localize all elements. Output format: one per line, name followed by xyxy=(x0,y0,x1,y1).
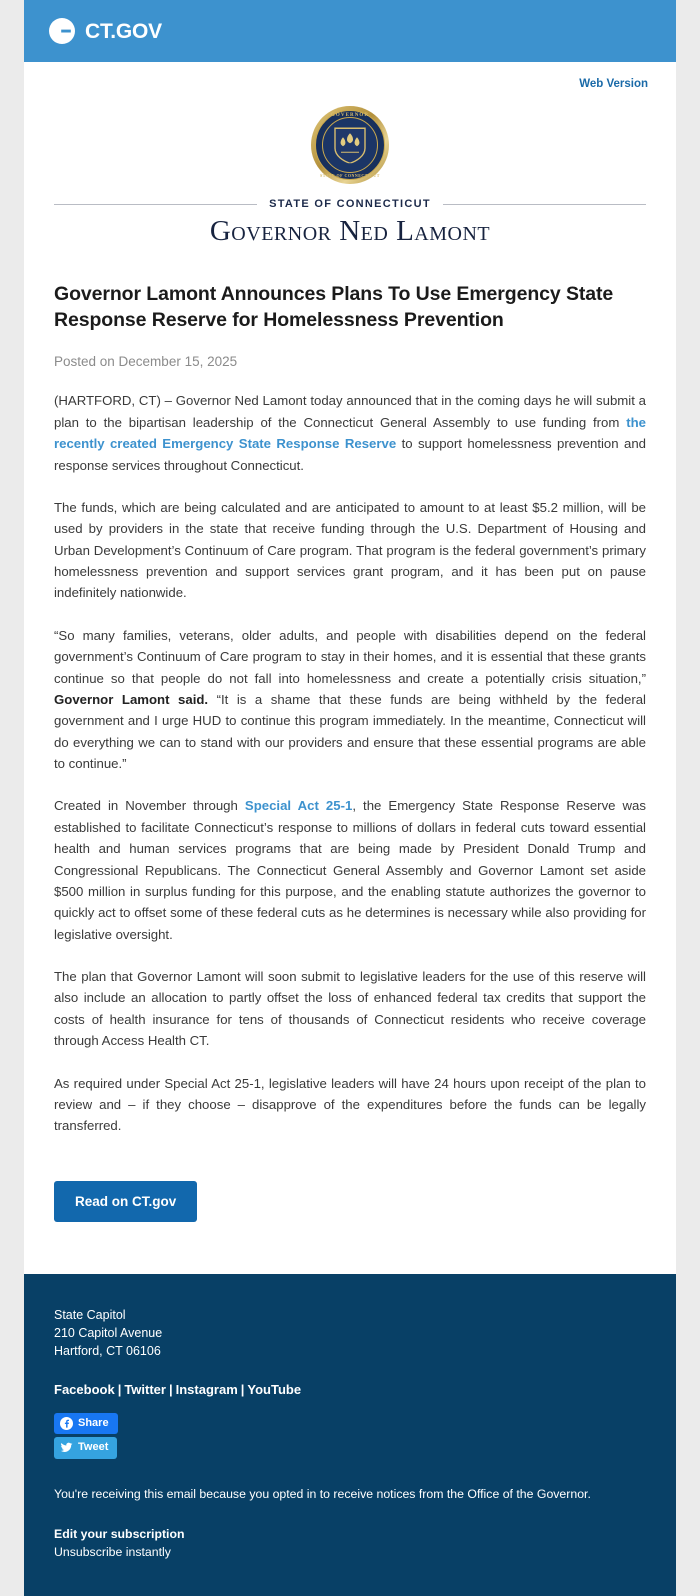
address-line-2: 210 Capitol Avenue xyxy=(54,1325,163,1340)
twitter-bird-icon xyxy=(60,1441,73,1454)
p1-text-b: to support homelessness prevention and response services throughout Connecticut. xyxy=(54,436,646,473)
social-separator-2: | xyxy=(168,1382,173,1398)
state-divider-line xyxy=(54,198,646,210)
twitter-link[interactable]: Twitter xyxy=(124,1382,166,1398)
youtube-link[interactable]: YouTube xyxy=(247,1382,302,1398)
email-body-panel xyxy=(24,62,676,1274)
state-label: STATE OF CONNECTICUT xyxy=(269,198,431,210)
divider-left xyxy=(54,204,257,205)
p1-text-a: (HARTFORD, CT) – Governor Ned Lamont today announced that in the coming days he will submit a plan to the bipartisan leadership of the Connecticut General Assembly to use funding from xyxy=(54,393,646,430)
facebook-share-label: Share xyxy=(78,1417,109,1430)
connecticut-state-seal-icon xyxy=(311,106,389,184)
address-line-1: State Capitol xyxy=(54,1307,126,1322)
email-container xyxy=(24,0,676,1596)
twitter-tweet-button[interactable] xyxy=(54,1437,117,1458)
article xyxy=(24,248,676,1137)
edit-subscription-link[interactable]: Edit your subscription xyxy=(54,1526,185,1541)
social-separator-3: | xyxy=(240,1382,245,1398)
seal-top-word: GOVERNOR xyxy=(330,113,370,118)
facebook-share-button[interactable] xyxy=(54,1413,118,1434)
footer-subscription-links xyxy=(54,1526,646,1562)
paragraph-3 xyxy=(54,625,646,775)
masthead xyxy=(24,96,676,248)
ct-circle-logo-icon xyxy=(48,17,76,45)
email-header xyxy=(24,0,676,62)
ctgov-brand-link[interactable] xyxy=(48,17,162,45)
footer-opt-in-note: You're receiving this email because you opted in to receive notices from the Office of the Governor. xyxy=(54,1487,591,1502)
p3-text-b: “It is a shame that these funds are being withheld by the federal government and I urge HUD to continue this program immediately. In the meantime, Connecticut will do everything we can to stand with our providers and ensure that these essential programs are able to continue.” xyxy=(54,691,646,772)
article-date: Posted on December 15, 2025 xyxy=(54,354,238,370)
governor-attribution: Governor Lamont said. xyxy=(54,691,209,707)
paragraph-5: The plan that Governor Lamont will soon submit to legislative leaders for the use of this reserve will also include an allocation to partly offset the loss of enhanced federal tax credits that support the costs of health insurance for tens of thousands of Connecticut residents who receive coverage through Access Health CT. xyxy=(54,969,646,1049)
address-line-3: Hartford, CT 06106 xyxy=(54,1343,161,1358)
p4-text-a: Created in November through xyxy=(54,798,245,814)
facebook-icon xyxy=(60,1417,73,1430)
facebook-link[interactable]: Facebook xyxy=(54,1382,115,1398)
paragraph-6: As required under Special Act 25-1, legislative leaders will have 24 hours upon receipt of the plan to review and – if they choose – disapprove of the expenditures before the funds can be legally transferred. xyxy=(54,1075,646,1134)
p3-text-a: “So many families, veterans, older adults, and people with disabilities depend on the federal government’s Continuum of Care program to stay in their homes, and it is essential that these grants continue so that people do not fall into homelessness and create a potentially crisis situation,” xyxy=(54,627,646,686)
instagram-link[interactable]: Instagram xyxy=(175,1382,238,1398)
emergency-reserve-link[interactable]: the recently created Emergency State Response Reserve xyxy=(54,414,646,452)
brand-title: CT.GOV xyxy=(85,19,162,43)
paragraph-2: The funds, which are being calculated and are anticipated to amount to at least $5.2 million, will be used by providers in the state that receive funding through the U.S. Department of Housing and Urban Development’s Continuum of Care program. That program is the federal government’s primary homelessness prevention and support services grant program, and it has been put on pause indefinitely nationwide. xyxy=(54,499,646,601)
article-body xyxy=(54,390,646,1136)
email-footer xyxy=(24,1274,676,1596)
divider-right xyxy=(443,204,646,205)
governor-name: Governor Ned Lamont xyxy=(209,215,491,247)
paragraph-1 xyxy=(54,390,646,476)
cta-row xyxy=(24,1137,676,1274)
web-version-link[interactable]: Web Version xyxy=(579,78,648,90)
footer-address xyxy=(54,1306,646,1360)
article-title: Governor Lamont Announces Plans To Use Emergency State Response Reserve for Homelessness Prevention xyxy=(54,283,614,331)
unsubscribe-link[interactable]: Unsubscribe instantly xyxy=(54,1544,171,1559)
twitter-tweet-label: Tweet xyxy=(78,1441,109,1454)
footer-social-links xyxy=(54,1382,646,1397)
p4-text-b: , the Emergency State Response Reserve was established to facilitate Connecticut’s response to millions of dollars in federal cuts toward essential health and human services programs that are being made by President Donald Trump and Congressional Republicans. The Connecticut General Assembly and Governor Lamont set aside $500 million in surplus funding for this purpose, and the enabling statute authorizes the governor to quickly act to offset some of these federal cuts as he determines is necessary while also providing for legislative oversight. xyxy=(54,798,646,942)
special-act-link[interactable]: Special Act 25-1 xyxy=(244,798,353,814)
share-buttons xyxy=(54,1413,646,1459)
seal-bottom-word: STATE OF CONNECTICUT xyxy=(320,173,380,178)
social-separator-1: | xyxy=(117,1382,122,1398)
read-on-ctgov-button[interactable]: Read on CT.gov xyxy=(54,1181,197,1222)
web-version-row xyxy=(24,62,676,96)
paragraph-4 xyxy=(54,795,646,945)
